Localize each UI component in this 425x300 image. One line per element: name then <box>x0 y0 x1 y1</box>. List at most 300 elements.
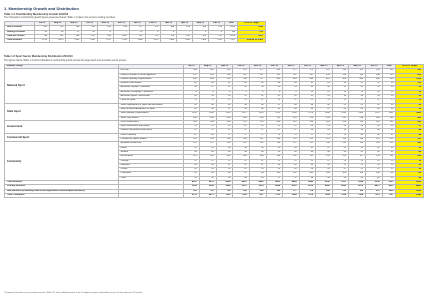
table2-header-cell: Feb-13 <box>299 65 316 69</box>
table2-cell: 42 <box>382 176 396 180</box>
table1-row <box>5 39 266 43</box>
table2-cell: 60 <box>299 107 316 111</box>
table2-cell: 97 <box>233 172 249 176</box>
table1-cell: 151 <box>209 34 225 38</box>
table2-cell: 32 <box>366 146 383 150</box>
table2-cell: 24 <box>366 125 383 129</box>
table2-cell: Australian Paralympic Committee* <box>118 90 184 94</box>
table2-cell: 46 <box>249 103 266 107</box>
table2-cell: 12 <box>233 159 249 163</box>
table2-cell: 258 <box>199 120 216 124</box>
table1-cell: 188 <box>161 26 177 30</box>
table2-cell: 37 <box>216 129 233 133</box>
table2-cell: 19 <box>249 168 266 172</box>
table2-cell: 228 <box>316 116 333 120</box>
table2-cell: 176 <box>233 69 249 73</box>
table2-cell: Australian Sports Commission* <box>118 95 184 99</box>
table2-cell: 105 <box>233 138 249 142</box>
table2-total-cell: 136 <box>233 189 249 193</box>
table2-cell: 31 <box>316 146 333 150</box>
table2-cell: 110 <box>382 172 396 176</box>
table1-cell: Total Members <box>5 39 35 43</box>
table2-cell: 51 <box>332 103 348 107</box>
table2-cell: 72 <box>249 133 266 137</box>
table2-cell: 23 <box>316 125 333 129</box>
table1-cell: 6 <box>161 30 177 34</box>
table1-cell: 16 <box>35 30 50 34</box>
table2-cell: 82 <box>366 133 383 137</box>
table2-cell: Australian Olympic Committee* <box>118 86 184 90</box>
table2-cell: 117 <box>199 142 216 146</box>
table2-header-cell: Sep-12 <box>216 65 233 69</box>
table2-total-cell: 5144 <box>349 181 366 185</box>
table1-cell: 1855 <box>238 26 266 30</box>
table1-cell: 179 <box>145 34 161 38</box>
table2-cell: 28 <box>184 95 200 99</box>
table2-cell: 77 <box>299 133 316 137</box>
table2-cell: 21 <box>199 125 216 129</box>
table1-cell: 7958 <box>177 39 193 43</box>
table2-cell: 32 <box>283 95 299 99</box>
table2-total-cell: 5006 <box>316 181 333 185</box>
table2-cell: 12 <box>366 99 383 103</box>
table2-cell: 67 <box>184 133 200 137</box>
table2-cell: 111 <box>283 138 299 142</box>
table2-cell: 27 <box>199 86 216 90</box>
table1-cell: 7679 <box>145 39 161 43</box>
table2-cell: 889 <box>349 77 366 81</box>
table2-cell: NSO/NIT* <box>118 69 184 73</box>
table2-cell: 13 <box>349 159 366 163</box>
table2-total-cell: 4942 <box>299 181 316 185</box>
table2-cell: Local Government* <box>118 120 184 124</box>
table1-header-cell: Nov-12 <box>97 22 113 26</box>
table2-cell: 38 <box>233 150 249 154</box>
table2-total-cell: 106 <box>216 189 233 193</box>
table2-cell: 22 <box>233 125 249 129</box>
table2-cell: 31 <box>249 95 266 99</box>
table2-cell: 25 <box>396 168 424 172</box>
table2-cell: 137 <box>382 142 396 146</box>
table2-cell: 18 <box>184 168 200 172</box>
table2-cell: 40 <box>316 150 333 154</box>
table1-cell: 5 <box>145 30 161 34</box>
table2-cell: 32 <box>382 146 396 150</box>
table2-cell: 39 <box>316 129 333 133</box>
table2-header-cell: Aug-12 <box>199 65 216 69</box>
table2-cell: 8 <box>216 90 233 94</box>
table2-cell: 1296 <box>332 112 348 116</box>
member-group-cell: National Sport <box>5 69 119 103</box>
table2-cell: 98 <box>249 172 266 176</box>
table2-cell: 21 <box>184 125 200 129</box>
member-group-cell: Commercial Sport <box>5 133 119 142</box>
table2-total-cell: 177 <box>283 189 299 193</box>
table2-cell: 246 <box>184 120 200 124</box>
table2-cell: 52 <box>382 163 396 167</box>
table2-cell: 69 <box>199 133 216 137</box>
table2-total-cell: 4212 <box>299 185 316 189</box>
table2-cell: 25 <box>382 125 396 129</box>
table2-total-cell: 4551 <box>382 185 396 189</box>
table1-cell: 187 <box>129 34 145 38</box>
table2-cell: 36 <box>199 150 216 154</box>
table2-cell: 101 <box>283 172 299 176</box>
table2-cell: 1205 <box>216 112 233 116</box>
table2-total-cell: 4669 <box>249 181 266 185</box>
table2-cell: 12 <box>396 90 424 94</box>
table2-cell: 28 <box>249 86 266 90</box>
table2-cell: 31 <box>366 86 383 90</box>
table2-cell: 135 <box>366 142 383 146</box>
table2-total-cell: 6873 <box>199 193 216 197</box>
table2-cell: Student <box>118 150 184 154</box>
table2-total-cell: 149 <box>266 189 283 193</box>
table2-cell: 38 <box>299 176 316 180</box>
table1-cell: 7979 <box>209 39 225 43</box>
table1-cell: 8 <box>97 30 113 34</box>
table2-cell: 30 <box>266 146 283 150</box>
table2-cell: 19 <box>216 168 233 172</box>
table2-cell: 15 <box>396 159 424 163</box>
table2-total-cell: 9140 <box>396 193 424 197</box>
table2-cell: 240 <box>382 116 396 120</box>
table1-cell: 7806 <box>161 39 177 43</box>
table2-cell: 37 <box>283 129 299 133</box>
table2-cell: 44 <box>199 103 216 107</box>
table2-cell: 143 <box>199 155 216 159</box>
table1-cell: 177 <box>129 26 145 30</box>
table2-cell: Consultant <box>118 172 184 176</box>
table2-total-cell: 204 <box>249 189 266 193</box>
table2-cell: 146 <box>233 155 249 159</box>
table2-cell: 116 <box>332 138 348 142</box>
table2-total-cell: 5363 <box>382 181 396 185</box>
table2-cell: 106 <box>349 172 366 176</box>
table2-cell: 56 <box>199 107 216 111</box>
table2-cell: 37 <box>233 129 249 133</box>
table2-header-cell: Jan-13 <box>283 65 299 69</box>
table2-cell: 12 <box>396 99 424 103</box>
table2-cell: Other <box>118 176 184 180</box>
table2-cell: 45 <box>396 176 424 180</box>
table2-cell: 143 <box>216 155 233 159</box>
table2-cell: 9 <box>283 90 299 94</box>
table1-cell: New President <box>5 26 35 30</box>
table2-cell: 121 <box>382 138 396 142</box>
table2-cell: 305 <box>316 120 333 124</box>
table2-cell: 93 <box>316 82 333 86</box>
table2-cell: 1311 <box>366 112 383 116</box>
table2-cell: 12 <box>184 159 200 163</box>
table2-cell: 12 <box>266 159 283 163</box>
table2-cell: 29 <box>216 95 233 99</box>
table2-cell: 123 <box>396 138 424 142</box>
table2-cell: 30 <box>299 86 316 90</box>
table2-total-cell: 7310 <box>266 193 283 197</box>
table1-cell: 1652 <box>113 34 129 38</box>
table2-cell: 47 <box>249 163 266 167</box>
table1-cell: 120 <box>161 34 177 38</box>
table2-cell: 748 <box>233 77 249 81</box>
table2-total-cell: 7003 <box>216 193 233 197</box>
table2-cell: 35 <box>396 95 424 99</box>
table2-cell: 49 <box>299 103 316 107</box>
table2-cell: 37 <box>249 129 266 133</box>
table2-cell: 92 <box>299 82 316 86</box>
table2-cell: 26 <box>184 86 200 90</box>
table2-cell: 56 <box>184 107 200 111</box>
table2-cell: 446 <box>184 77 200 81</box>
table2-cell: 13 <box>382 159 396 163</box>
table2-total-cell: 4800 <box>396 185 424 189</box>
table2-cell: 94 <box>199 172 216 176</box>
table2-total-cell: 7327 <box>382 193 396 197</box>
table1-cell: 2011 <box>238 34 266 38</box>
table2-cell: 31 <box>332 86 348 90</box>
table2-total-cell: 4472 <box>366 185 383 189</box>
table2-cell: State Sporting Organisations* <box>118 112 184 116</box>
table2-cell: 75 <box>283 133 299 137</box>
table1-cell: 7968 <box>192 39 208 43</box>
table2-cell: 154 <box>316 155 333 159</box>
table2-cell: 105 <box>332 172 348 176</box>
table2-cell: 11 <box>349 90 366 94</box>
table2-cell: 994 <box>382 77 396 81</box>
table2-total-cell: 4324 <box>216 181 233 185</box>
table2-cell: 291 <box>283 120 299 124</box>
table1-cell: 6873 <box>50 39 66 43</box>
table1-header-cell: Aug-12 <box>50 22 66 26</box>
table2-cell: 38 <box>249 150 266 154</box>
table2-cell: 1400 <box>396 112 424 116</box>
table2-cell: 34 <box>332 95 348 99</box>
table2-total-cell: 5259 <box>366 181 383 185</box>
table2-cell: 894 <box>299 77 316 81</box>
table2-cell: 21 <box>349 168 366 172</box>
table2-cell: 127 <box>283 142 299 146</box>
table2-cell: 45 <box>216 103 233 107</box>
table2-cell: 35 <box>382 95 396 99</box>
monthly-growth-table <box>4 21 266 43</box>
table2-cell: 29 <box>266 86 283 90</box>
table2-cell: 51 <box>349 103 366 107</box>
table2-cell: 11 <box>316 99 333 103</box>
table2-cell: 121 <box>366 138 383 142</box>
table2-cell: 39 <box>332 129 348 133</box>
table2-total-cell: Primary Members <box>5 185 119 189</box>
table2-cell: 104 <box>316 172 333 176</box>
table2-cell: 331 <box>382 120 396 124</box>
table2-cell: 313 <box>332 120 348 124</box>
table2-cell: 108 <box>366 172 383 176</box>
table2-cell: 85 <box>249 82 266 86</box>
table1-cell: 200 <box>192 34 208 38</box>
table1-header-cell: Jan-13 <box>129 22 145 26</box>
table2-cell: 53 <box>382 103 396 107</box>
table2-cell: 969 <box>332 77 348 81</box>
table2-total-cell: 133 <box>332 189 348 193</box>
table2-cell: 79 <box>332 133 348 137</box>
table2-cell: 49 <box>283 163 299 167</box>
table2-cell: 147 <box>266 73 283 77</box>
table2-cell: 114 <box>316 138 333 142</box>
table2-cell: 8 <box>199 90 216 94</box>
table2-cell: 19 <box>266 168 283 172</box>
table2-cell: 107 <box>249 138 266 142</box>
table2-cell: 158 <box>366 73 383 77</box>
table2-cell: 51 <box>349 163 366 167</box>
table2-cell: 147 <box>233 73 249 77</box>
table2-cell: 35 <box>396 86 424 90</box>
table1-header-cell: May-13 <box>192 22 208 26</box>
table2-cell: 30 <box>216 146 233 150</box>
table2-cell: 264 <box>216 120 233 124</box>
table2-total-cell: 7806 <box>316 193 333 197</box>
table2-cell: 22 <box>266 125 283 129</box>
table1-header-cell: 2012/13 Target <box>238 22 266 26</box>
table2-description: The figures below (Table 1.2) show Champions membership growth across the target sport and recreation sector groups. <box>4 59 127 62</box>
table2-cell: Games Providers & Sector Agencies** <box>118 73 184 77</box>
table2-cell: 29 <box>199 146 216 150</box>
table2-cell: 84 <box>396 133 424 137</box>
table2-cell: Fitness Industry <box>118 133 184 137</box>
table2-cell: 11 <box>249 99 266 103</box>
table2-cell: 949 <box>366 77 383 81</box>
table2-cell: 10 <box>366 90 383 94</box>
table2-total-cell: 7979 <box>366 193 383 197</box>
table2-cell: 11 <box>233 99 249 103</box>
table2-cell: 283 <box>266 120 283 124</box>
table2-cell: 35 <box>396 146 424 150</box>
table1-cell: 6716 <box>35 39 50 43</box>
table2-cell: 104 <box>216 138 233 142</box>
table2-cell: 195 <box>382 69 396 73</box>
table2-cell: 171 <box>283 69 299 73</box>
table2-total-cell: 110 <box>199 189 216 193</box>
table1-cell: 21 <box>129 30 145 34</box>
table2-cell: 224 <box>299 116 316 120</box>
table1-cell: 28 <box>50 30 66 34</box>
table2-cell: 325 <box>366 120 383 124</box>
table1-cell: 26 <box>82 30 97 34</box>
table2-cell: 191 <box>366 69 383 73</box>
table2-cell: 143 <box>199 73 216 77</box>
table1-cell: Rolling President <box>5 30 35 34</box>
table2-total-cell: 5616 <box>396 181 424 185</box>
table2-cell: 118 <box>216 142 233 146</box>
table2-total-cell: 3974 <box>249 185 266 189</box>
table2-cell: 1196 <box>199 112 216 116</box>
table2-cell: 97 <box>366 82 383 86</box>
table1-cell: 160 <box>177 34 193 38</box>
member-group-cell: Government <box>5 120 119 133</box>
table2-cell: 23 <box>299 125 316 129</box>
table2-cell: 30 <box>249 146 266 150</box>
table1-cell: 141 <box>50 34 66 38</box>
table2-cell: 36 <box>249 176 266 180</box>
table2-cell: 181 <box>316 69 333 73</box>
table2-cell: 102 <box>184 138 200 142</box>
table2-total-cell: 4266 <box>316 185 333 189</box>
table2-cell: 22 <box>216 125 233 129</box>
table2-cell: 34 <box>349 95 366 99</box>
table2-cell: 12 <box>283 159 299 163</box>
table1-cell: 116 <box>35 34 50 38</box>
table2-cell: 47 <box>216 163 233 167</box>
table2-cell: 47 <box>233 163 249 167</box>
table2-cell: 1288 <box>316 112 333 116</box>
table2-cell: 851 <box>316 77 333 81</box>
table2-total-cell: Total Champions <box>5 193 119 197</box>
table2-cell: 141 <box>184 155 200 159</box>
table2-total-cell: 7679 <box>299 193 316 197</box>
table2-cell: 31 <box>349 146 366 150</box>
table2-cell: 30 <box>316 86 333 90</box>
table2-cell: 11 <box>266 99 283 103</box>
table2-cell: 771 <box>249 77 266 81</box>
table2-cell: 39 <box>299 129 316 133</box>
table2-cell: 37 <box>283 176 299 180</box>
table2-cell: 31 <box>332 146 348 150</box>
table1-header-cell: Jul-12 <box>35 22 50 26</box>
table2-header-cell: Nov-12 <box>249 65 266 69</box>
table2-header-cell: Dec-12 <box>266 65 283 69</box>
table1-cell: 8 <box>209 30 225 34</box>
table2-cell: 236 <box>349 116 366 120</box>
table2-total-cell: 7958 <box>332 193 348 197</box>
table2-cell: 29 <box>184 146 200 150</box>
table2-cell: 152 <box>299 155 316 159</box>
table2-header-cell: Jun-13 <box>366 65 383 69</box>
table2-cell: 88 <box>266 82 283 86</box>
table2-cell: 27 <box>396 125 424 129</box>
table2-cell: 156 <box>266 69 283 73</box>
table2-total-cell: 3666 <box>216 185 233 189</box>
table2-total-cell: 188 <box>316 189 333 193</box>
table2-cell: 10 <box>316 90 333 94</box>
table2-total-cell: 4278 <box>199 181 216 185</box>
table2-cell: 1192 <box>184 112 200 116</box>
table1-cell: 186 <box>97 34 113 38</box>
table2-cell: 218 <box>283 116 299 120</box>
table2-cell: 883 <box>283 77 299 81</box>
table2-cell: 38 <box>316 176 333 180</box>
table2-cell: 190 <box>332 69 348 73</box>
table2-total-cell: 174 <box>299 189 316 193</box>
table2-cell: 270 <box>233 120 249 124</box>
table2-cell: 42 <box>184 103 200 107</box>
table2-cell: 97 <box>349 82 366 86</box>
table2-cell: 130 <box>316 142 333 146</box>
table2-cell: 100 <box>396 82 424 86</box>
table2-cell: 50 <box>316 163 333 167</box>
table2-cell: 149 <box>266 155 283 159</box>
table2-cell: 46 <box>233 103 249 107</box>
table2-cell: 163 <box>216 69 233 73</box>
table2-total-cell: 4165 <box>283 185 299 189</box>
table2-cell: 108 <box>266 138 283 142</box>
table2-header-cell: May-13 <box>349 65 366 69</box>
table2-cell: National Peak Bodies* <box>118 82 184 86</box>
table2-cell: 37 <box>184 129 200 133</box>
table2-header-cell: Member Group <box>5 65 119 69</box>
table2-cell: 39 <box>266 150 283 154</box>
table2-cell: 1331 <box>382 112 396 116</box>
table2-cell: 31 <box>233 95 249 99</box>
table1-cell: 133 <box>177 26 193 30</box>
table1-cell: 136 <box>82 26 97 30</box>
